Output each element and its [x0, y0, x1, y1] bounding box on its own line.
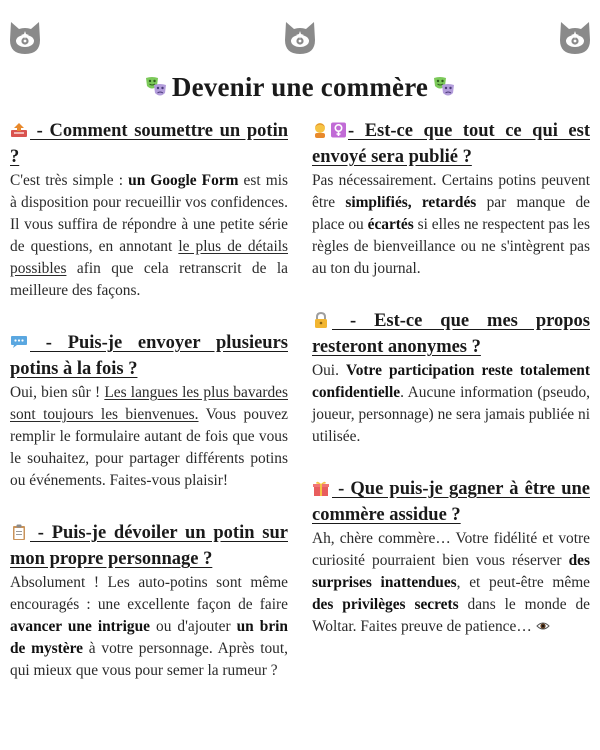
faq-section-rewards [312, 476, 590, 638]
faq-section-published [312, 118, 590, 280]
faq-heading: - Comment soumettre un potin ? [10, 121, 288, 167]
lock-icon [312, 312, 330, 328]
left-column [10, 118, 288, 710]
faq-answer: C'est très simple : un Google Form est mis à disposition pour recueillir vos confidences. Il vous suffira de répondre à une petite série de questions, en annotant le plus de détails possibles afin que cela retranscrit de la meilleure des façons. [10, 172, 289, 299]
faq-section-multiple [10, 330, 288, 492]
faq-section-submit [10, 118, 288, 302]
right-column [312, 118, 590, 666]
person-female-sign-icon [312, 122, 348, 138]
faq-answer: Oui, bien sûr ! Les langues les plus bavardes sont toujours les bienvenues. Vous pouvez remplir le formulaire autant de fois que vous le souhaitez, pour partager différents potins ou événements. Faites-vous plaisir! [10, 384, 289, 489]
theater-masks-icon [432, 75, 456, 99]
faq-answer: Absolument ! Les auto-potins sont même encouragés : une excellente façon de faire avancer une intrigue ou d'ajouter un brin de mystère à votre personnage. Après tout, qui mieux que vous pour semer la rumeur ? [10, 574, 288, 679]
cat-eye-icon [8, 20, 42, 56]
faq-heading: - Que puis-je gagner à être une commère assidue ? [312, 479, 590, 525]
cat-eye-icon [283, 20, 317, 56]
gift-icon [312, 480, 330, 496]
faq-answer: Oui. Votre participation reste totalement confidentielle. Aucune information (pseudo, joueur, personnage) ne sera jamais publiée ni utilisée. [312, 362, 590, 445]
title-text: Devenir une commère [171, 72, 429, 102]
faq-heading: - Est-ce que tout ce qui est envoyé sera publié ? [312, 121, 590, 167]
header-icons [0, 20, 600, 56]
faq-answer: Ah, chère commère… Votre fidélité et votre curiosité pourraient bien vous réserver des surprises inattendues, et peut-être même des privilèges secrets dans le monde de Woltar. Faites preuve de patience… [312, 530, 590, 635]
faq-section-anonymous [312, 308, 590, 448]
eye-icon [536, 620, 550, 632]
faq-heading: - Est-ce que mes propos resteront anonymes ? [312, 311, 590, 357]
faq-heading: - Puis-je dévoiler un potin sur mon propre personnage ? [10, 523, 288, 569]
page-title [0, 72, 600, 103]
clipboard-icon [10, 524, 28, 540]
speech-bubble-icon [10, 334, 28, 350]
outbox-tray-icon [10, 122, 28, 138]
faq-heading: - Puis-je envoyer plusieurs potins à la fois ? [10, 333, 288, 379]
theater-masks-icon [144, 75, 168, 99]
faq-section-own-character [10, 520, 288, 682]
faq-answer: Pas nécessairement. Certains potins peuvent être simplifiés, retardés par manque de place ou écartés si elles ne respectent pas les règles de bienveillance ou ne s'intègrent pas au ton du journal. [312, 172, 590, 277]
cat-eye-icon [558, 20, 592, 56]
